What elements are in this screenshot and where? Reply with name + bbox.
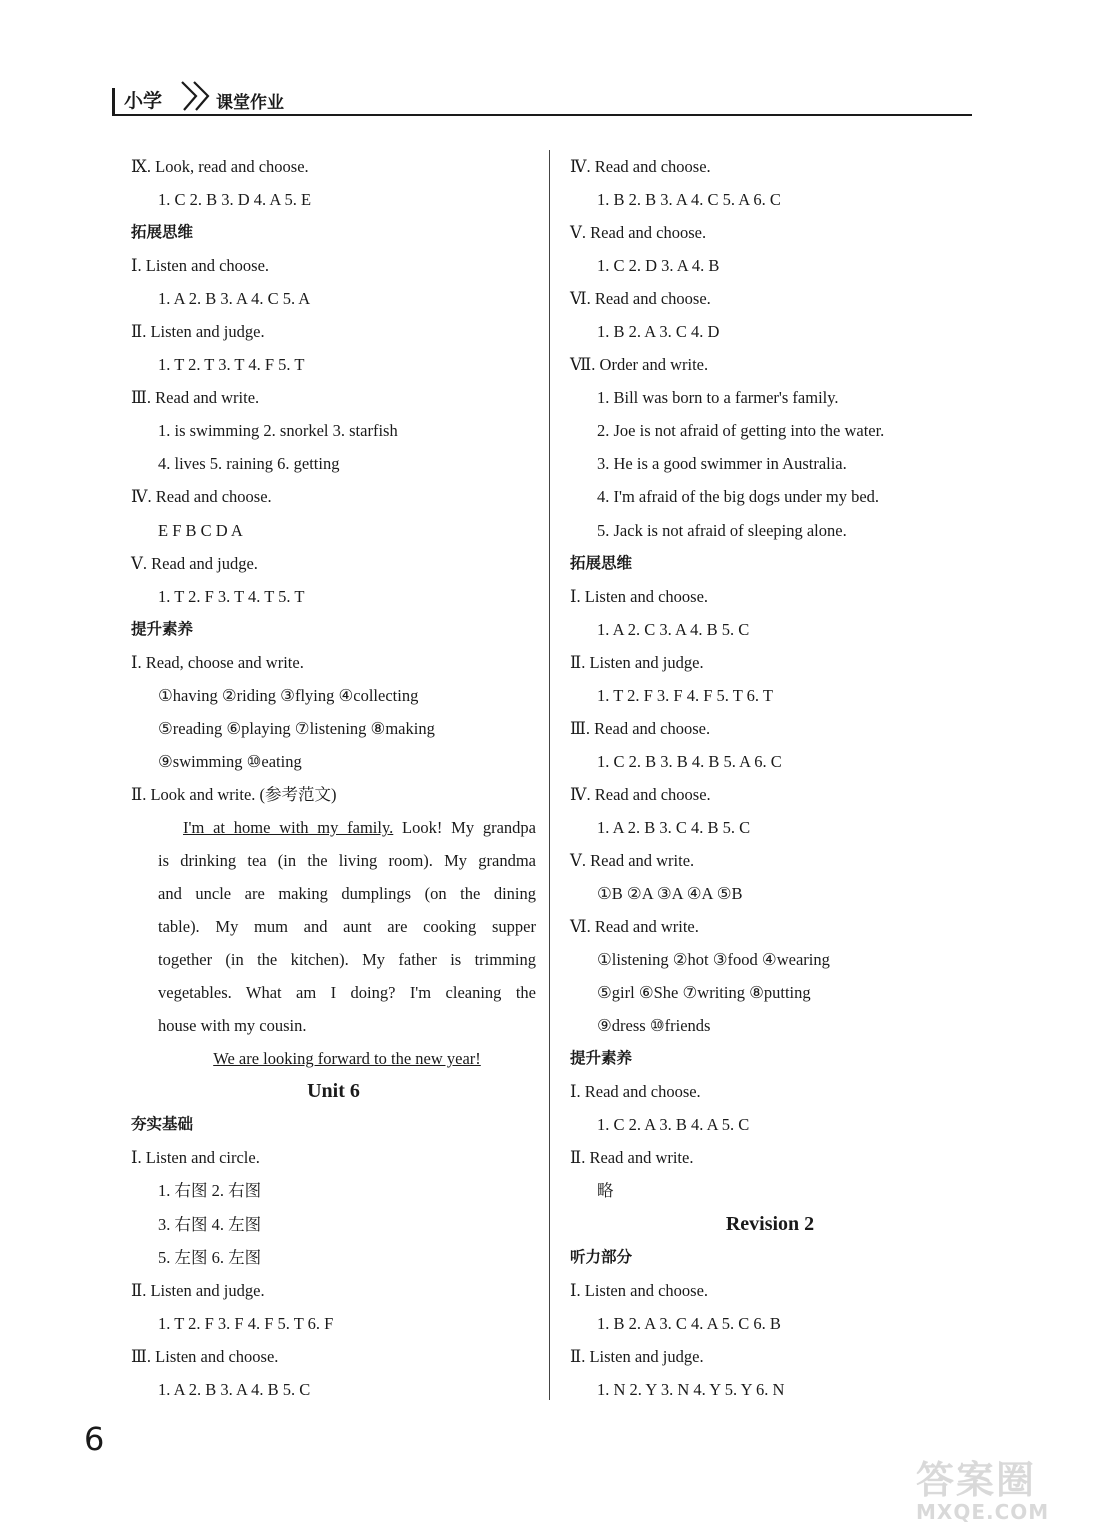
essay-text: and uncle are making dumplings (on the dining — [158, 884, 536, 904]
answer-line: ⑨swimming ⑩eating — [158, 751, 302, 771]
exercise-heading: Ⅸ. Look, read and choose. — [131, 157, 309, 176]
answer-line: 1. N 2. Y 3. N 4. Y 5. Y 6. N — [597, 1379, 785, 1399]
exercise-heading: Ⅴ. Read and judge. — [131, 553, 258, 573]
essay-line — [158, 943, 536, 976]
essay-line — [158, 844, 536, 877]
answer-line: 1. C 2. D 3. A 4. B — [597, 256, 720, 276]
exercise-heading: Ⅰ. Listen and circle. — [131, 1148, 260, 1168]
answer-line: 5. 左图 6. 左图 — [158, 1247, 262, 1267]
header-bar — [112, 88, 115, 114]
exercise-heading: Ⅱ. Look and write. (参考范文) — [131, 784, 337, 804]
section-heading: 提升素养 — [131, 619, 194, 638]
section-heading: 提升素养 — [570, 1049, 633, 1068]
answer-line: 1. T 2. F 3. T 4. T 5. T — [158, 586, 305, 606]
answer-line: 5. Jack is not afraid of sleeping alone. — [597, 520, 847, 540]
exercise-heading: Ⅳ. Read and choose. — [570, 784, 711, 804]
essay-text: together (in the kitchen). My father is trimming — [158, 950, 536, 970]
essay-line — [158, 1009, 536, 1042]
answer-line: 1. Bill was born to a farmer's family. — [597, 388, 839, 408]
exercise-heading: Ⅳ. Read and choose. — [131, 487, 272, 507]
essay-line — [158, 877, 536, 910]
exercise-heading: Ⅶ. Order and write. — [570, 355, 709, 375]
answer-line: E F B C D A — [158, 520, 243, 540]
answer-line: 1. B 2. B 3. A 4. C 5. A 6. C — [597, 190, 781, 210]
exercise-heading: Ⅱ. Listen and judge. — [570, 1346, 704, 1366]
answer-line: 1. T 2. F 3. F 4. F 5. T 6. F — [158, 1313, 334, 1333]
essay-closing-line: We are looking forward to the new year! — [213, 1049, 481, 1069]
answer-line: ①listening ②hot ③food ④wearing — [597, 950, 830, 970]
header-series-label: 小学 — [124, 90, 163, 112]
answer-column-right — [570, 150, 970, 1406]
answer-line: ①B ②A ③A ④A ⑤B — [597, 884, 743, 904]
answer-line: 1. T 2. F 3. F 4. F 5. T 6. T — [597, 685, 773, 705]
answer-line: ⑤girl ⑥She ⑦writing ⑧putting — [597, 983, 811, 1003]
exercise-heading: Ⅵ. Read and choose. — [570, 289, 711, 309]
essay-underlined-phrase: I'm at home with my family. — [183, 817, 394, 837]
exercise-heading: Ⅵ. Read and write. — [570, 917, 699, 937]
answer-line: 1. 右图 2. 右图 — [158, 1181, 262, 1201]
watermark-text-bottom: MXQE.COM — [916, 1500, 1050, 1524]
answer-line: ①having ②riding ③flying ④collecting — [158, 685, 419, 705]
section-heading: 听力部分 — [570, 1247, 633, 1266]
exercise-heading: Ⅲ. Read and write. — [131, 388, 260, 408]
answer-line: 4. lives 5. raining 6. getting — [158, 454, 340, 474]
answer-line: 1. A 2. B 3. C 4. B 5. C — [597, 817, 751, 837]
essay-text: Look! My grandpa — [393, 817, 536, 837]
essay-text: vegetables. What am I doing? I'm cleaning the — [158, 983, 536, 1003]
answer-line: 3. He is a good swimmer in Australia. — [597, 454, 847, 474]
exercise-heading: Ⅱ. Listen and judge. — [131, 322, 265, 342]
answer-line: 1. B 2. A 3. C 4. D — [597, 322, 720, 342]
exercise-heading: Ⅰ. Listen and choose. — [131, 256, 270, 276]
answer-line: 1. C 2. B 3. B 4. B 5. A 6. C — [597, 751, 782, 771]
section-heading: 夯实基础 — [131, 1115, 194, 1134]
answer-line: 1. C 2. A 3. B 4. A 5. C — [597, 1115, 750, 1135]
exercise-heading: Ⅰ. Listen and choose. — [570, 586, 709, 606]
answer-line: 1. T 2. T 3. T 4. F 5. T — [158, 355, 305, 375]
exercise-heading: Ⅱ. Listen and judge. — [131, 1280, 265, 1300]
answer-line: 1. B 2. A 3. C 4. A 5. C 6. B — [597, 1313, 781, 1333]
unit-title: Revision 2 — [725, 1212, 815, 1235]
section-heading: 拓展思维 — [570, 553, 633, 572]
page-header — [112, 76, 972, 118]
answer-line: 3. 右图 4. 左图 — [158, 1214, 262, 1234]
answer-line: 1. A 2. B 3. A 4. C 5. A — [158, 289, 311, 309]
exercise-heading: Ⅳ. Read and choose. — [570, 157, 711, 176]
essay-text: table). My mum and aunt are cooking supper — [158, 917, 536, 937]
exercise-heading: Ⅴ. Read and choose. — [570, 223, 707, 243]
page-number: 6 — [84, 1420, 105, 1458]
exercise-heading: Ⅱ. Listen and judge. — [570, 652, 704, 672]
header-rule — [112, 114, 972, 116]
answer-line: 1. is swimming 2. snorkel 3. starfish — [158, 421, 398, 441]
exercise-heading: Ⅲ. Listen and choose. — [131, 1346, 279, 1366]
answer-line: 4. I'm afraid of the big dogs under my bed. — [597, 487, 880, 507]
exercise-heading: Ⅰ. Read, choose and write. — [131, 652, 304, 672]
answer-line: 1. A 2. B 3. A 4. B 5. C — [158, 1379, 311, 1399]
watermark-logo — [916, 1460, 1086, 1530]
essay-line — [158, 811, 536, 844]
answer-line: ⑨dress ⑩friends — [597, 1016, 711, 1036]
exercise-heading: Ⅰ. Listen and choose. — [570, 1280, 709, 1300]
answer-line: 略 — [597, 1181, 614, 1201]
watermark-text-top: 答案圈 — [916, 1458, 1037, 1502]
essay-line — [158, 910, 536, 943]
header-book-title: 课堂作业 — [216, 93, 284, 113]
unit-title: Unit 6 — [307, 1080, 360, 1103]
exercise-heading: Ⅴ. Read and write. — [570, 850, 695, 870]
answer-line: ⑤reading ⑥playing ⑦listening ⑧making — [158, 718, 435, 738]
answer-line: 2. Joe is not afraid of getting into the water. — [597, 421, 885, 441]
essay-text: is drinking tea (in the living room). My grandma — [158, 850, 536, 870]
column-divider — [549, 150, 550, 1400]
answer-column-left — [131, 150, 536, 1406]
essay-line — [158, 976, 536, 1009]
answer-line: 1. C 2. B 3. D 4. A 5. E — [158, 190, 312, 210]
double-chevron-icon — [178, 78, 218, 112]
essay-text: house with my cousin. — [158, 1016, 307, 1036]
exercise-heading: Ⅱ. Read and write. — [570, 1148, 694, 1168]
exercise-heading: Ⅲ. Read and choose. — [570, 718, 711, 738]
answer-line: 1. A 2. C 3. A 4. B 5. C — [597, 619, 750, 639]
exercise-heading: Ⅰ. Read and choose. — [570, 1082, 701, 1102]
section-heading: 拓展思维 — [131, 223, 194, 242]
sample-essay — [131, 811, 536, 1042]
